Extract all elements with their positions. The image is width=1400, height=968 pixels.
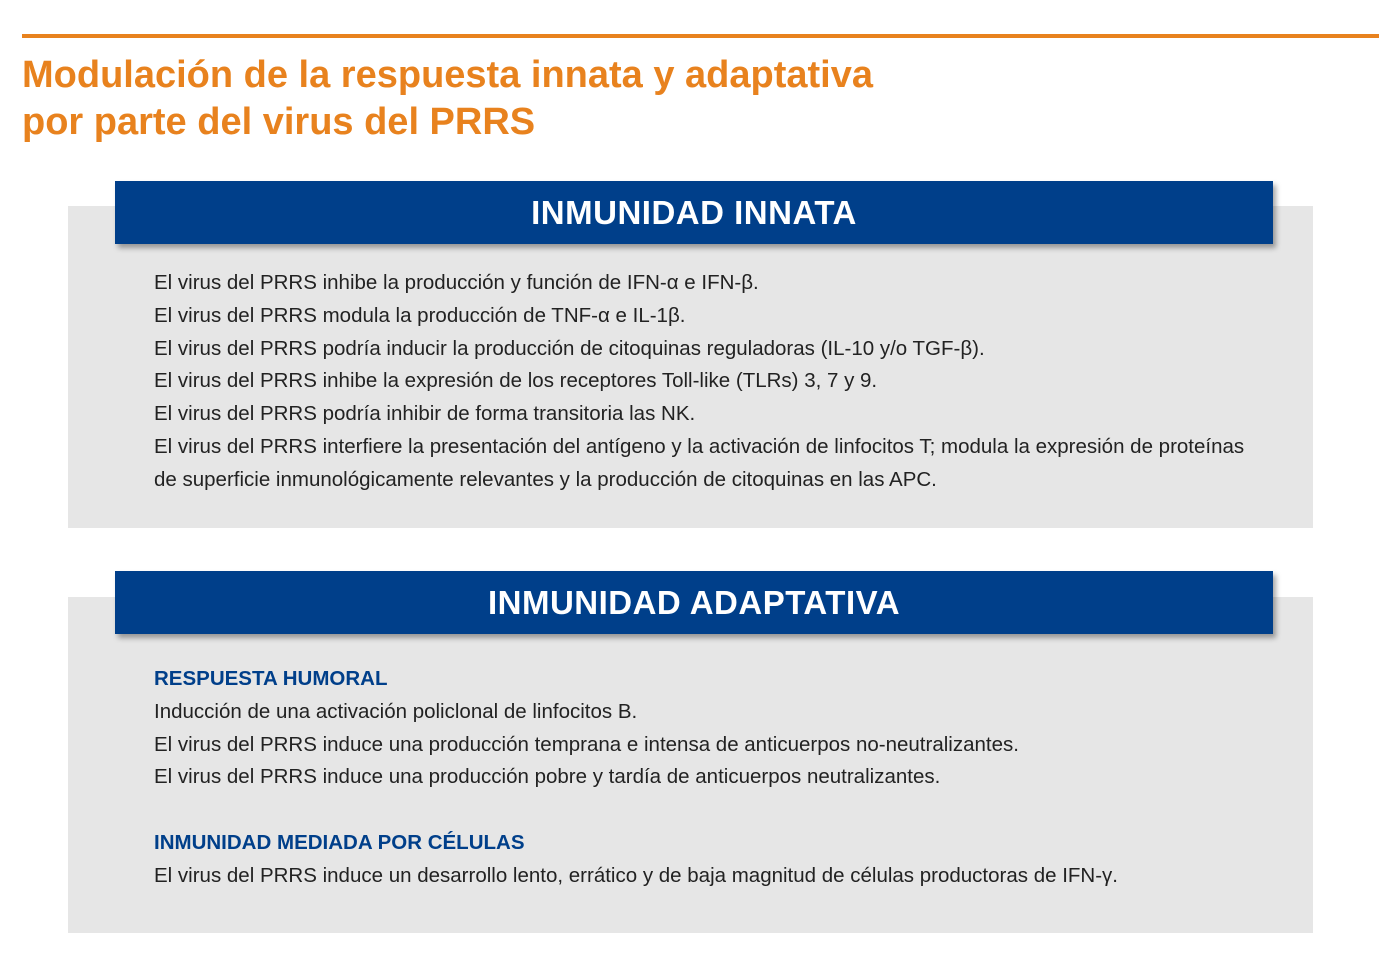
section-spacer [154, 794, 1264, 827]
cell-mediated-subheading: INMUNIDAD MEDIADA POR CÉLULAS [154, 830, 525, 854]
list-item: El virus del PRRS induce una producción temprana e intensa de anticuerpos no-neutralizantes. [154, 732, 1019, 756]
innate-immunity-banner [115, 181, 1273, 244]
page-title [22, 52, 1022, 146]
innate-immunity-heading: INMUNIDAD INNATA [531, 193, 857, 231]
list-item: El virus del PRRS induce una producción pobre y tardía de anticuerpos neutralizantes. [154, 765, 941, 789]
list-item: El virus del PRRS podría inhibir de forma transitoria las NK. [154, 402, 696, 426]
page-title-line-1: Modulación de la respuesta innata y adaptativa [22, 54, 874, 96]
page-title-line-2: por parte del virus del PRRS [22, 101, 536, 143]
list-item: El virus del PRRS inhibe la expresión de los receptores Toll-like (TLRs) 3, 7 y 9. [154, 369, 878, 393]
humoral-response-subheading: RESPUESTA HUMORAL [154, 667, 388, 690]
adaptive-immunity-list [154, 663, 1264, 893]
adaptive-immunity-heading: INMUNIDAD ADAPTATIVA [487, 583, 901, 621]
list-item: El virus del PRRS interfiere la presentación del antígeno y la activación de linfocitos T; modula la expresión de proteínas de superficie inmunológicamente relevantes y la producción de citoquinas en las APC. [154, 434, 1245, 491]
list-item: Inducción de una activación policlonal de linfocitos B. [154, 699, 638, 723]
list-item: El virus del PRRS inhibe la producción y función de IFN-α e IFN-β. [154, 271, 759, 294]
innate-immunity-list [154, 267, 1264, 497]
adaptive-immunity-banner [115, 571, 1273, 634]
list-item: El virus del PRRS modula la producción de TNF-α e IL-1β. [154, 303, 686, 327]
title-divider [22, 34, 1379, 38]
list-item: El virus del PRRS induce un desarrollo lento, errático y de baja magnitud de células productoras de IFN-γ. [154, 863, 1118, 887]
list-item: El virus del PRRS podría inducir la producción de citoquinas reguladoras (IL-10 y/o TGF-β). [154, 336, 985, 360]
